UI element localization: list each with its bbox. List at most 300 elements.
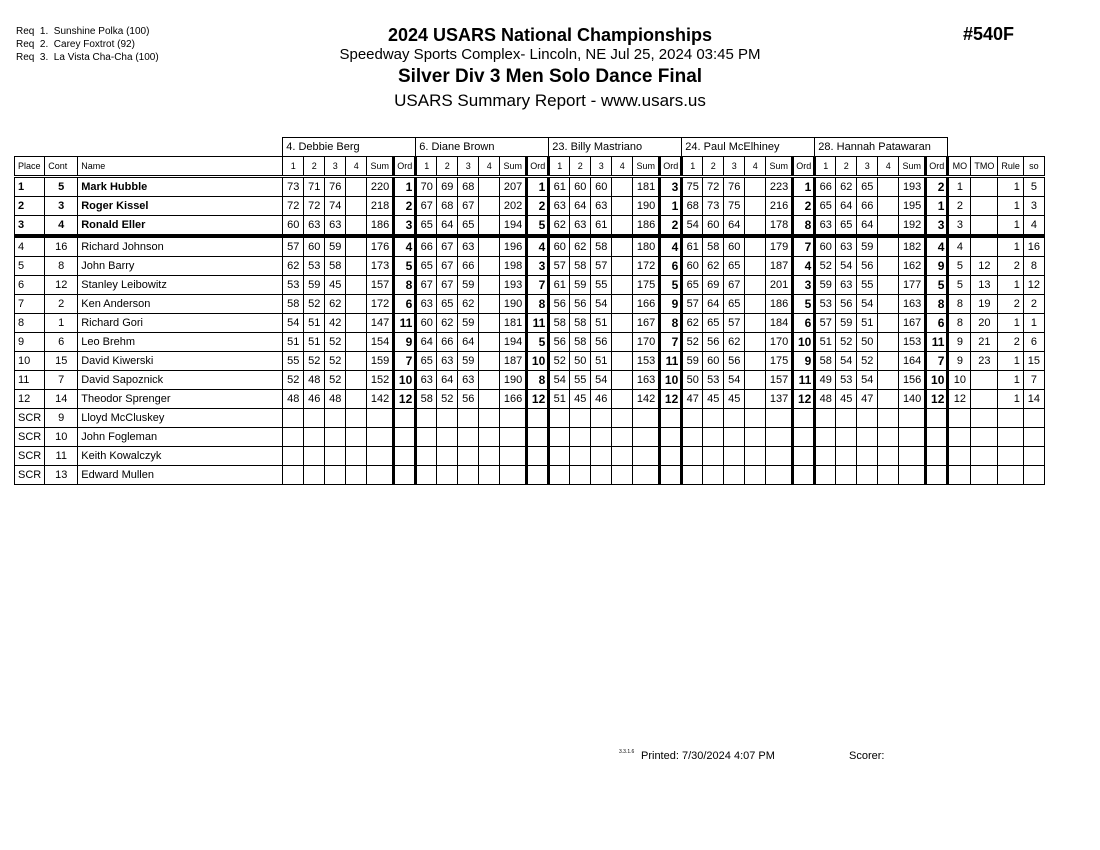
- sum-cell: [766, 447, 793, 466]
- score-2-cell: [570, 409, 591, 428]
- ordinal-cell: 1: [793, 177, 815, 197]
- rule-cell: [998, 447, 1024, 466]
- so-cell: 15: [1023, 352, 1044, 371]
- rule-cell: 1: [998, 390, 1024, 409]
- tmo-cell: 20: [971, 314, 998, 333]
- score-2-cell: [836, 428, 857, 447]
- mo-cell: [948, 409, 971, 428]
- score-2-cell: 63: [836, 236, 857, 257]
- mo-cell: 10: [948, 371, 971, 390]
- ordinal-cell: 2: [394, 197, 416, 216]
- score-1-cell: [416, 409, 437, 428]
- ordinal-cell: 3: [660, 177, 682, 197]
- score-4-cell: [479, 466, 500, 485]
- score-3-cell: [591, 466, 612, 485]
- score-1-cell: [283, 466, 304, 485]
- ordinal-cell: 4: [394, 236, 416, 257]
- score-2-cell: 66: [437, 333, 458, 352]
- tmo-cell: [971, 216, 998, 237]
- score-2-cell: 62: [703, 257, 724, 276]
- ordinal-cell: 2: [926, 177, 948, 197]
- printed-timestamp: Printed: 7/30/2024 4:07 PM: [641, 750, 775, 762]
- score-3-cell: 63: [458, 371, 479, 390]
- score-1-cell: 60: [549, 236, 570, 257]
- score-3-cell: [325, 447, 346, 466]
- score-3-cell: [724, 447, 745, 466]
- score-4-cell: [479, 352, 500, 371]
- skater-name-cell: Mark Hubble: [78, 177, 283, 197]
- score-1-cell: 54: [283, 314, 304, 333]
- so-cell: 6: [1023, 333, 1044, 352]
- result-row: [15, 197, 1045, 216]
- ordinal-cell: 3: [394, 216, 416, 237]
- ordinal-cell: 1: [527, 177, 549, 197]
- score-3-cell: 52: [325, 333, 346, 352]
- score-3-cell: 48: [325, 390, 346, 409]
- so-cell: 5: [1023, 177, 1044, 197]
- score-4-cell: [346, 177, 367, 197]
- tmo-cell: [971, 447, 998, 466]
- score-3-cell: 59: [458, 352, 479, 371]
- score-1-cell: [416, 466, 437, 485]
- score-2-cell: 46: [304, 390, 325, 409]
- ordinal-cell: [660, 409, 682, 428]
- score-3-cell: 54: [857, 295, 878, 314]
- score-3-cell: [325, 409, 346, 428]
- mo-cell: 9: [948, 352, 971, 371]
- ordinal-cell: 1: [660, 197, 682, 216]
- score-1-cell: [682, 466, 703, 485]
- score-4-cell: [745, 276, 766, 295]
- score-3-cell: [458, 428, 479, 447]
- score-1-cell: 59: [815, 276, 836, 295]
- skater-name-cell: Edward Mullen: [78, 466, 283, 485]
- score-2-cell: 71: [304, 177, 325, 197]
- sum-cell: 153: [633, 352, 660, 371]
- score-1-cell: 53: [283, 276, 304, 295]
- sum-cell: 223: [766, 177, 793, 197]
- sum-cell: 193: [500, 276, 527, 295]
- so-cell: 12: [1023, 276, 1044, 295]
- score-2-cell: 68: [437, 197, 458, 216]
- score-3-cell: [458, 409, 479, 428]
- score-1-cell: 61: [549, 177, 570, 197]
- result-row: [15, 447, 1045, 466]
- score-1-cell: 70: [416, 177, 437, 197]
- ordinal-cell: [394, 409, 416, 428]
- sum-cell: 173: [367, 257, 394, 276]
- ordinal-cell: 10: [793, 333, 815, 352]
- col-judge-4-ord: Ord: [793, 157, 815, 177]
- score-3-cell: [591, 428, 612, 447]
- score-4-cell: [745, 314, 766, 333]
- score-4-cell: [878, 257, 899, 276]
- tmo-cell: [971, 409, 998, 428]
- result-row: [15, 314, 1045, 333]
- score-2-cell: 58: [570, 333, 591, 352]
- score-4-cell: [346, 428, 367, 447]
- sum-cell: [899, 409, 926, 428]
- score-2-cell: 53: [836, 371, 857, 390]
- result-row: [15, 257, 1045, 276]
- contestant-number-cell: 16: [45, 236, 78, 257]
- score-1-cell: 60: [682, 257, 703, 276]
- col-judge-3-sum: Sum: [633, 157, 660, 177]
- ordinal-cell: 5: [394, 257, 416, 276]
- sum-cell: 163: [899, 295, 926, 314]
- mo-cell: [948, 447, 971, 466]
- score-2-cell: 69: [703, 276, 724, 295]
- score-2-cell: 55: [570, 371, 591, 390]
- col-judge-4-sum: Sum: [766, 157, 793, 177]
- score-3-cell: 55: [857, 276, 878, 295]
- rule-cell: 1: [998, 314, 1024, 333]
- sum-cell: 190: [633, 197, 660, 216]
- so-cell: 16: [1023, 236, 1044, 257]
- ordinal-cell: 5: [660, 276, 682, 295]
- score-1-cell: 58: [283, 295, 304, 314]
- sum-cell: 186: [633, 216, 660, 237]
- sum-cell: 182: [899, 236, 926, 257]
- rule-cell: 1: [998, 276, 1024, 295]
- so-cell: 4: [1023, 216, 1044, 237]
- sum-cell: 190: [500, 295, 527, 314]
- score-4-cell: [745, 216, 766, 237]
- score-3-cell: 59: [458, 314, 479, 333]
- sum-cell: 137: [766, 390, 793, 409]
- sum-cell: 187: [766, 257, 793, 276]
- score-1-cell: [815, 409, 836, 428]
- sum-cell: [899, 466, 926, 485]
- score-2-cell: [570, 447, 591, 466]
- sum-cell: 193: [899, 177, 926, 197]
- result-row: [15, 177, 1045, 197]
- score-1-cell: 65: [815, 197, 836, 216]
- sum-cell: 140: [899, 390, 926, 409]
- score-3-cell: 59: [325, 236, 346, 257]
- sum-cell: 167: [899, 314, 926, 333]
- so-cell: 7: [1023, 371, 1044, 390]
- sum-cell: [500, 447, 527, 466]
- sum-cell: 170: [766, 333, 793, 352]
- tmo-cell: 12: [971, 257, 998, 276]
- skater-name-cell: Ronald Eller: [78, 216, 283, 237]
- score-2-cell: [570, 428, 591, 447]
- score-2-cell: 62: [437, 314, 458, 333]
- score-4-cell: [878, 295, 899, 314]
- col-name: Name: [78, 157, 283, 177]
- judge-3-name: 23. Billy Mastriano: [549, 138, 682, 157]
- col-judge-5-sum: Sum: [899, 157, 926, 177]
- place-cell: SCR: [15, 409, 45, 428]
- score-3-cell: [724, 428, 745, 447]
- score-2-cell: 56: [836, 295, 857, 314]
- sum-cell: [766, 466, 793, 485]
- score-4-cell: [479, 409, 500, 428]
- score-2-cell: 51: [304, 314, 325, 333]
- score-4-cell: [346, 276, 367, 295]
- score-3-cell: 52: [857, 352, 878, 371]
- sum-cell: 157: [766, 371, 793, 390]
- score-3-cell: 51: [591, 314, 612, 333]
- championship-title: 2024 USARS National Championships: [387, 25, 713, 45]
- score-1-cell: 61: [682, 236, 703, 257]
- rule-cell: 1: [998, 236, 1024, 257]
- score-1-cell: 62: [283, 257, 304, 276]
- score-3-cell: 63: [458, 236, 479, 257]
- sum-cell: 142: [367, 390, 394, 409]
- judge-header-row: [15, 138, 1045, 157]
- ordinal-cell: 11: [527, 314, 549, 333]
- ordinal-cell: 2: [660, 216, 682, 237]
- ordinal-cell: 11: [660, 352, 682, 371]
- score-2-cell: [570, 466, 591, 485]
- requirement-2: Req 2. Carey Foxtrot (92): [16, 39, 135, 50]
- score-4-cell: [479, 390, 500, 409]
- score-1-cell: 58: [815, 352, 836, 371]
- rule-cell: [998, 466, 1024, 485]
- score-1-cell: 57: [283, 236, 304, 257]
- score-1-cell: 54: [682, 216, 703, 237]
- ordinal-cell: [527, 466, 549, 485]
- sum-cell: 172: [633, 257, 660, 276]
- mo-cell: 8: [948, 295, 971, 314]
- score-4-cell: [878, 197, 899, 216]
- score-4-cell: [612, 295, 633, 314]
- score-4-cell: [346, 371, 367, 390]
- score-3-cell: [325, 466, 346, 485]
- score-4-cell: [479, 197, 500, 216]
- score-4-cell: [479, 428, 500, 447]
- score-1-cell: [815, 447, 836, 466]
- tmo-cell: [971, 371, 998, 390]
- score-3-cell: 59: [857, 236, 878, 257]
- score-3-cell: 66: [857, 197, 878, 216]
- score-4-cell: [346, 236, 367, 257]
- score-1-cell: 65: [682, 276, 703, 295]
- sum-cell: 179: [766, 236, 793, 257]
- ordinal-cell: 2: [527, 197, 549, 216]
- score-3-cell: [857, 447, 878, 466]
- score-3-cell: 62: [724, 333, 745, 352]
- score-3-cell: 67: [724, 276, 745, 295]
- ordinal-cell: 3: [793, 276, 815, 295]
- rule-cell: [998, 428, 1024, 447]
- col-judge-1-ord: Ord: [394, 157, 416, 177]
- score-2-cell: 45: [570, 390, 591, 409]
- ordinal-cell: 11: [926, 333, 948, 352]
- score-4-cell: [878, 371, 899, 390]
- score-2-cell: 52: [437, 390, 458, 409]
- sum-cell: 175: [633, 276, 660, 295]
- score-4-cell: [745, 236, 766, 257]
- version-label: 3.3.1.6: [619, 749, 635, 755]
- so-cell: 1: [1023, 314, 1044, 333]
- skater-name-cell: Stanley Leibowitz: [78, 276, 283, 295]
- score-1-cell: 75: [682, 177, 703, 197]
- col-judge-5-s3: 3: [857, 157, 878, 177]
- score-2-cell: 67: [437, 236, 458, 257]
- col-judge-5-s2: 2: [836, 157, 857, 177]
- ordinal-cell: 12: [793, 390, 815, 409]
- score-3-cell: 64: [857, 216, 878, 237]
- sum-cell: 167: [633, 314, 660, 333]
- score-4-cell: [878, 352, 899, 371]
- score-3-cell: [857, 466, 878, 485]
- mo-cell: 5: [948, 257, 971, 276]
- ordinal-cell: [926, 409, 948, 428]
- score-3-cell: 62: [458, 295, 479, 314]
- score-3-cell: 51: [857, 314, 878, 333]
- score-4-cell: [346, 447, 367, 466]
- col-judge-1-sum: Sum: [367, 157, 394, 177]
- col-so: so: [1023, 157, 1044, 177]
- score-4-cell: [479, 295, 500, 314]
- so-cell: [1023, 409, 1044, 428]
- score-2-cell: 52: [304, 352, 325, 371]
- score-1-cell: [815, 466, 836, 485]
- ordinal-cell: 4: [527, 236, 549, 257]
- skater-name-cell: Roger Kissel: [78, 197, 283, 216]
- score-4-cell: [479, 257, 500, 276]
- col-tmo: TMO: [971, 157, 998, 177]
- ordinal-cell: [527, 409, 549, 428]
- score-4-cell: [612, 352, 633, 371]
- score-1-cell: [549, 409, 570, 428]
- score-2-cell: 56: [703, 333, 724, 352]
- score-4-cell: [612, 466, 633, 485]
- score-4-cell: [612, 390, 633, 409]
- ordinal-cell: [926, 428, 948, 447]
- score-2-cell: 64: [437, 371, 458, 390]
- judge-4-name: 24. Paul McElhiney: [682, 138, 815, 157]
- score-4-cell: [612, 257, 633, 276]
- score-2-cell: [437, 447, 458, 466]
- ordinal-cell: 8: [660, 314, 682, 333]
- sum-cell: [367, 409, 394, 428]
- score-2-cell: 72: [703, 177, 724, 197]
- score-2-cell: 63: [836, 276, 857, 295]
- col-judge-3-ord: Ord: [660, 157, 682, 177]
- col-judge-4-s3: 3: [724, 157, 745, 177]
- sum-cell: 207: [500, 177, 527, 197]
- score-4-cell: [479, 314, 500, 333]
- score-3-cell: 56: [857, 257, 878, 276]
- sum-cell: 220: [367, 177, 394, 197]
- col-judge-2-s4: 4: [479, 157, 500, 177]
- so-cell: 8: [1023, 257, 1044, 276]
- col-judge-3-s3: 3: [591, 157, 612, 177]
- score-3-cell: 54: [857, 371, 878, 390]
- score-3-cell: 75: [724, 197, 745, 216]
- sum-cell: [367, 428, 394, 447]
- score-3-cell: 65: [724, 295, 745, 314]
- rule-cell: 2: [998, 257, 1024, 276]
- score-3-cell: 76: [325, 177, 346, 197]
- score-4-cell: [878, 447, 899, 466]
- score-4-cell: [878, 276, 899, 295]
- score-4-cell: [346, 352, 367, 371]
- rule-cell: 1: [998, 177, 1024, 197]
- score-1-cell: [815, 428, 836, 447]
- score-4-cell: [878, 409, 899, 428]
- score-4-cell: [745, 295, 766, 314]
- place-cell: SCR: [15, 447, 45, 466]
- ordinal-cell: 7: [793, 236, 815, 257]
- score-2-cell: 67: [437, 276, 458, 295]
- score-3-cell: 45: [325, 276, 346, 295]
- score-4-cell: [346, 333, 367, 352]
- mo-cell: 4: [948, 236, 971, 257]
- sum-cell: 216: [766, 197, 793, 216]
- place-cell: 9: [15, 333, 45, 352]
- ordinal-cell: 6: [394, 295, 416, 314]
- score-4-cell: [612, 371, 633, 390]
- ordinal-cell: 7: [527, 276, 549, 295]
- score-1-cell: 52: [283, 371, 304, 390]
- place-cell: 2: [15, 197, 45, 216]
- contestant-number-cell: 15: [45, 352, 78, 371]
- score-4-cell: [878, 466, 899, 485]
- skater-name-cell: David Kiwerski: [78, 352, 283, 371]
- sum-cell: 163: [633, 371, 660, 390]
- score-4-cell: [346, 216, 367, 237]
- score-1-cell: 63: [416, 371, 437, 390]
- col-cont: Cont: [45, 157, 78, 177]
- score-1-cell: 54: [549, 371, 570, 390]
- score-1-cell: 66: [416, 236, 437, 257]
- rule-cell: 1: [998, 197, 1024, 216]
- place-cell: 5: [15, 257, 45, 276]
- ordinal-cell: [660, 447, 682, 466]
- score-4-cell: [878, 390, 899, 409]
- score-2-cell: 59: [836, 314, 857, 333]
- result-row: [15, 216, 1045, 237]
- col-judge-5-s4: 4: [878, 157, 899, 177]
- so-cell: [1023, 428, 1044, 447]
- score-3-cell: 55: [591, 276, 612, 295]
- score-4-cell: [479, 276, 500, 295]
- mo-cell: 1: [948, 177, 971, 197]
- col-judge-2-s2: 2: [437, 157, 458, 177]
- score-1-cell: 63: [549, 197, 570, 216]
- skater-name-cell: Lloyd McCluskey: [78, 409, 283, 428]
- ordinal-cell: 5: [527, 333, 549, 352]
- requirement-3: Req 3. La Vista Cha-Cha (100): [16, 52, 159, 63]
- score-1-cell: [416, 428, 437, 447]
- score-3-cell: [724, 409, 745, 428]
- score-2-cell: 60: [304, 236, 325, 257]
- score-3-cell: 66: [458, 257, 479, 276]
- score-1-cell: 67: [416, 276, 437, 295]
- score-4-cell: [479, 216, 500, 237]
- sum-cell: [633, 409, 660, 428]
- place-cell: 11: [15, 371, 45, 390]
- score-3-cell: 63: [591, 197, 612, 216]
- score-2-cell: 50: [570, 352, 591, 371]
- contestant-number-cell: 10: [45, 428, 78, 447]
- score-2-cell: 54: [836, 257, 857, 276]
- sum-cell: 177: [899, 276, 926, 295]
- score-1-cell: [682, 447, 703, 466]
- score-3-cell: 42: [325, 314, 346, 333]
- score-2-cell: 72: [304, 197, 325, 216]
- contestant-number-cell: 7: [45, 371, 78, 390]
- sum-cell: 152: [367, 371, 394, 390]
- so-cell: [1023, 447, 1044, 466]
- score-4-cell: [612, 333, 633, 352]
- score-3-cell: 65: [724, 257, 745, 276]
